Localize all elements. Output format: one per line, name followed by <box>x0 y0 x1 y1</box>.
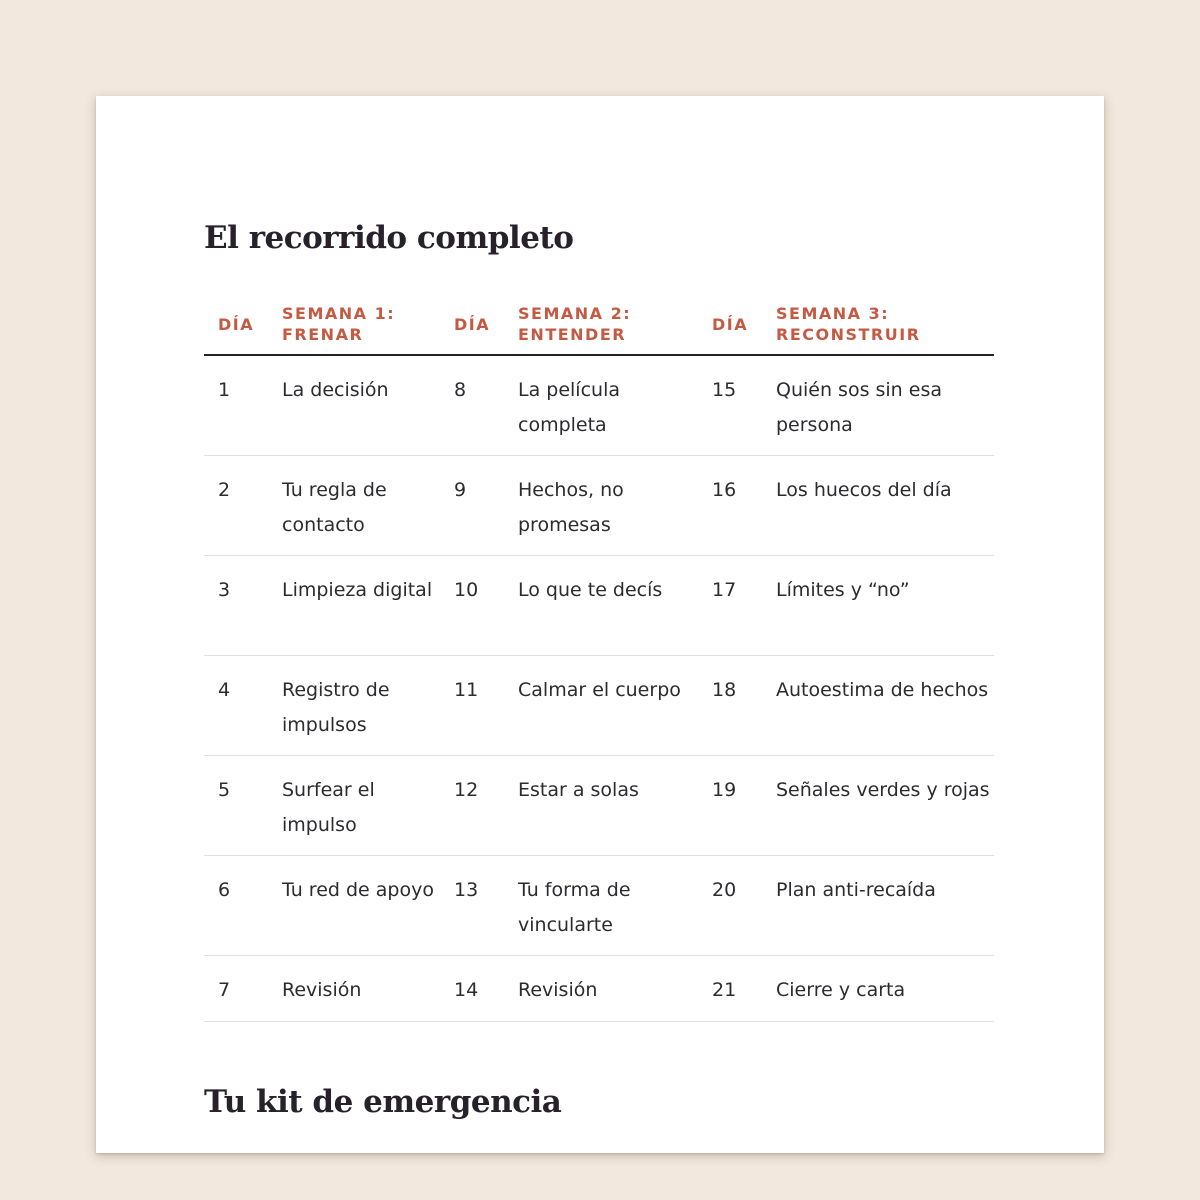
day-number: 6 <box>204 855 268 955</box>
day-topic: Los huecos del día <box>762 455 994 555</box>
day-number: 5 <box>204 755 268 855</box>
day-number: 12 <box>440 755 504 855</box>
day-number: 7 <box>204 955 268 1021</box>
day-topic: Calmar el cuerpo <box>504 655 698 755</box>
day-topic: Cierre y carta <box>762 955 994 1021</box>
table-row <box>204 355 994 455</box>
day-topic: Revisión <box>268 955 440 1021</box>
day-topic: Tu red de apoyo <box>268 855 440 955</box>
day-topic: Lo que te decís <box>504 555 698 655</box>
day-topic: Señales verdes y rojas <box>762 755 994 855</box>
day-topic: Limpieza digital <box>268 555 440 655</box>
table-row <box>204 555 994 655</box>
day-number: 21 <box>698 955 762 1021</box>
day-number: 13 <box>440 855 504 955</box>
header-week-3-label: SEMANA 3: RECONSTRUIR <box>776 304 921 344</box>
day-number: 18 <box>698 655 762 755</box>
header-week-3 <box>762 294 994 355</box>
header-day-week-3: DÍA <box>698 294 762 355</box>
day-topic: Estar a solas <box>504 755 698 855</box>
day-topic: Plan anti-recaída <box>762 855 994 955</box>
table-row <box>204 755 994 855</box>
document-page <box>96 96 1104 1153</box>
day-number: 17 <box>698 555 762 655</box>
header-week-1-label: SEMANA 1: FRENAR <box>282 304 396 344</box>
header-week-1 <box>268 294 440 355</box>
table-row <box>204 655 994 755</box>
table-row <box>204 955 994 1021</box>
day-topic: Registro de impulsos <box>268 655 440 755</box>
day-number: 10 <box>440 555 504 655</box>
day-number: 11 <box>440 655 504 755</box>
day-topic: Revisión <box>504 955 698 1021</box>
day-topic: La decisión <box>268 355 440 455</box>
table-row <box>204 455 994 555</box>
table-row <box>204 855 994 955</box>
header-week-2-label: SEMANA 2: ENTENDER <box>518 304 632 344</box>
day-number: 1 <box>204 355 268 455</box>
day-number: 16 <box>698 455 762 555</box>
schedule-table <box>204 294 994 1022</box>
section-title-journey: El recorrido completo <box>204 220 574 256</box>
header-week-2 <box>504 294 698 355</box>
day-topic: Hechos, no promesas <box>504 455 698 555</box>
day-topic: Límites y “no” <box>762 555 994 655</box>
day-number: 15 <box>698 355 762 455</box>
day-number: 2 <box>204 455 268 555</box>
day-topic: La película completa <box>504 355 698 455</box>
day-number: 4 <box>204 655 268 755</box>
day-number: 8 <box>440 355 504 455</box>
day-topic: Tu regla de contacto <box>268 455 440 555</box>
day-number: 3 <box>204 555 268 655</box>
table-header <box>204 294 994 355</box>
day-topic: Surfear el impulso <box>268 755 440 855</box>
day-topic: Quién sos sin esa persona <box>762 355 994 455</box>
day-topic: Autoestima de hechos <box>762 655 994 755</box>
section-title-emergency-kit: Tu kit de emergencia <box>204 1084 562 1120</box>
day-topic: Tu forma de vincularte <box>504 855 698 955</box>
day-number: 19 <box>698 755 762 855</box>
header-day-week-2: DÍA <box>440 294 504 355</box>
header-day-week-1: DÍA <box>204 294 268 355</box>
table-body <box>204 355 994 1021</box>
day-number: 14 <box>440 955 504 1021</box>
header-row <box>204 294 994 355</box>
day-number: 20 <box>698 855 762 955</box>
day-number: 9 <box>440 455 504 555</box>
